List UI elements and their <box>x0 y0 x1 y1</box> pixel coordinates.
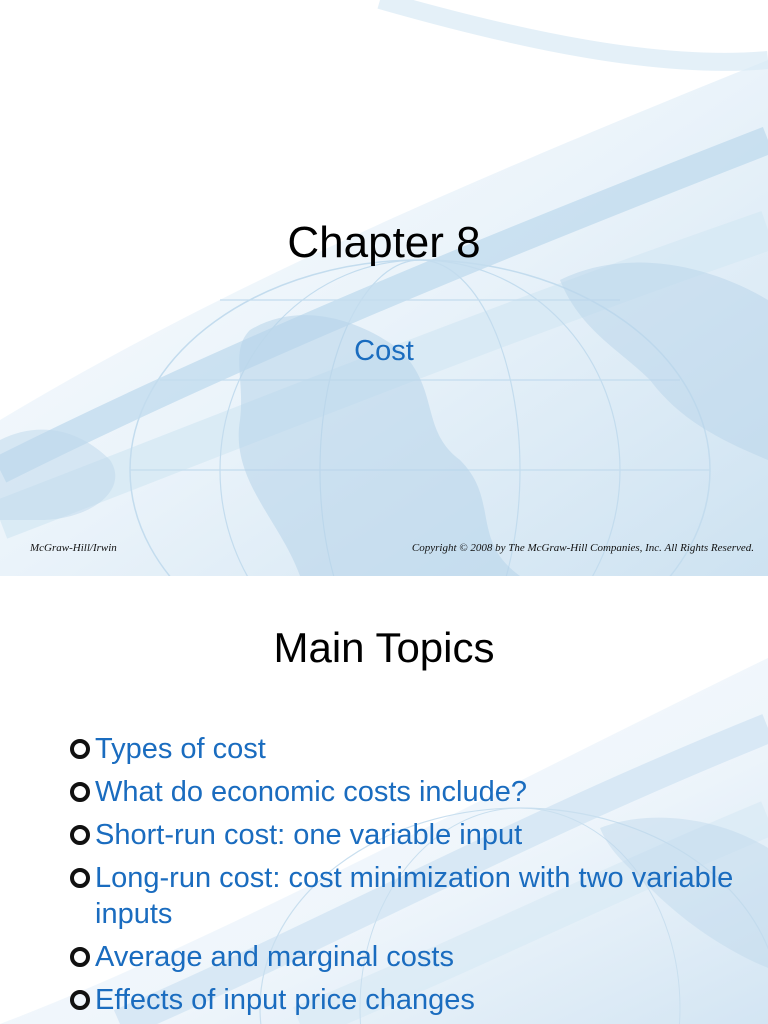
topic-list <box>70 731 750 1024</box>
circle-bullet-icon <box>70 739 90 759</box>
list-item-text: Long-run cost: cost minimization with two variable inputs <box>95 862 734 930</box>
list-item-text: Effects of input price changes <box>95 984 475 1016</box>
list-item <box>70 817 750 853</box>
list-item <box>70 939 750 975</box>
list-item <box>70 731 750 767</box>
slide-title: Main Topics <box>273 624 495 671</box>
circle-bullet-icon <box>70 868 90 888</box>
list-item <box>70 860 750 932</box>
copyright-footer: Copyright © 2008 by The McGraw-Hill Companies, Inc. All Rights Reserved. <box>411 542 754 554</box>
slide-divider <box>0 576 768 588</box>
circle-bullet-icon <box>70 782 90 802</box>
topics-slide <box>0 588 768 1024</box>
circle-bullet-icon <box>70 825 90 845</box>
list-item <box>70 774 750 810</box>
list-item-text: Average and marginal costs <box>95 941 454 973</box>
list-item-text: Types of cost <box>95 733 266 765</box>
list-item-text: Short-run cost: one variable input <box>95 819 523 851</box>
slide-subtitle: Cost <box>354 335 414 367</box>
list-item <box>70 982 750 1018</box>
circle-bullet-icon <box>70 947 90 967</box>
circle-bullet-icon <box>70 990 90 1010</box>
slide-title: Chapter 8 <box>287 218 481 267</box>
list-item-text: What do economic costs include? <box>95 776 527 808</box>
publisher-footer: McGraw-Hill/Irwin <box>30 542 117 554</box>
